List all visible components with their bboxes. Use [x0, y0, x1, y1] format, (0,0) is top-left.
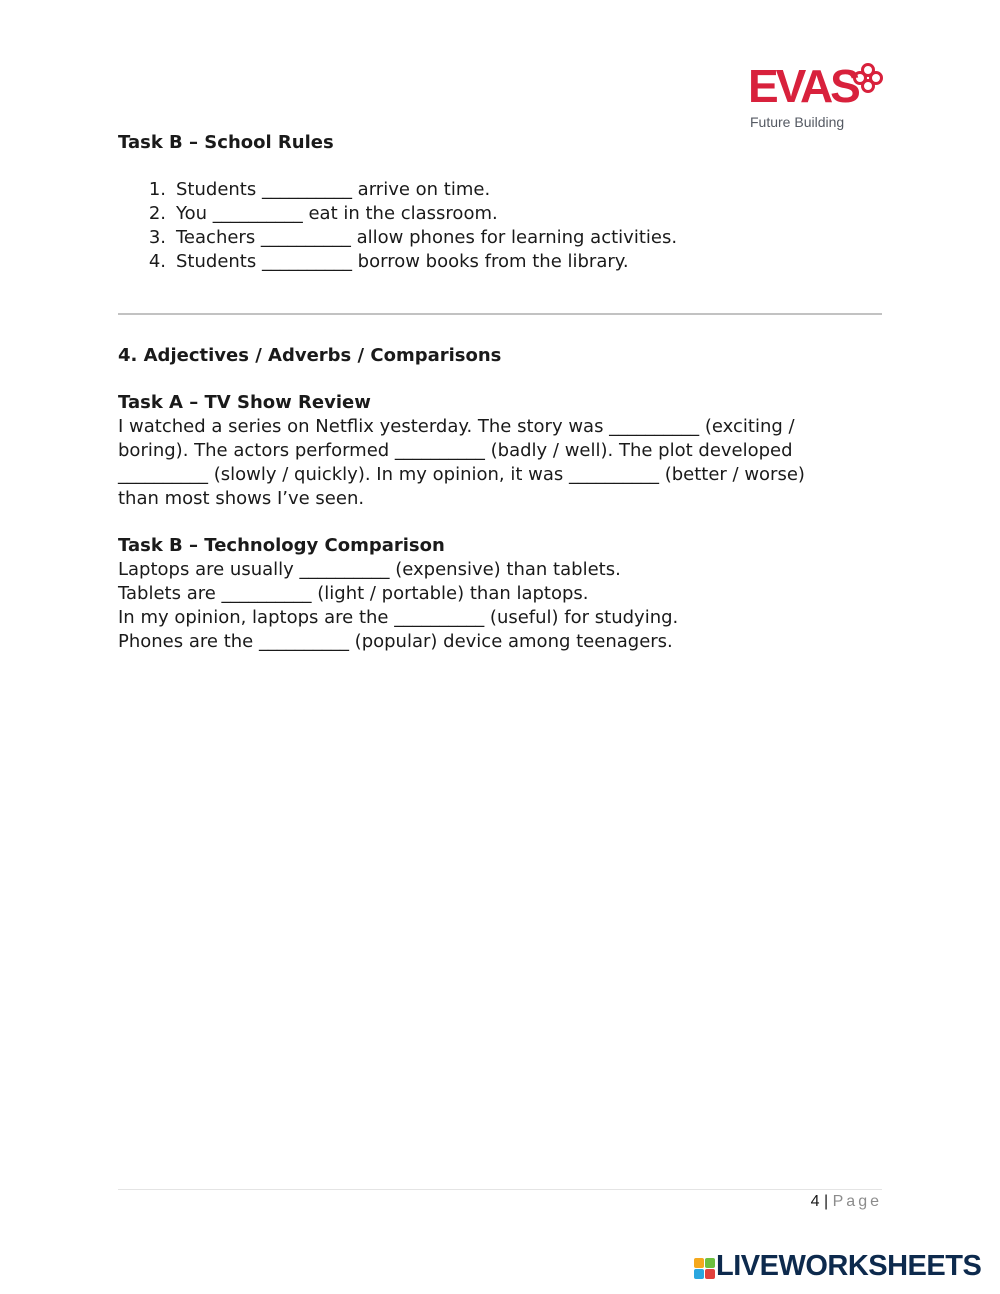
logo-tagline: Future Building [750, 114, 845, 130]
school-rules-heading: Task B – School Rules [118, 132, 334, 153]
page-label: Page [832, 1193, 882, 1210]
list-item: 1. Students __________ arrive on time. [148, 179, 491, 200]
list-item: 2. You __________ eat in the classroom. [148, 203, 498, 224]
tv-review-line: than most shows I’ve seen. [118, 488, 365, 509]
liveworksheets-wordmark: LIVEWORKSHEETS [716, 1250, 982, 1282]
tv-review-heading: Task A – TV Show Review [118, 392, 371, 413]
footer-divider [118, 1189, 882, 1190]
liveworksheets-logo-icon [694, 1258, 716, 1280]
flower-logo-icon [852, 62, 884, 94]
tv-review-line: boring). The actors performed __________ (badly / well). The plot developed [118, 440, 793, 461]
section-divider [118, 313, 882, 315]
rule-text: Students __________ borrow books from the library. [176, 251, 629, 272]
rule-text: Teachers __________ allow phones for learning activities. [176, 227, 678, 248]
school-rules-list [118, 178, 677, 274]
rule-text: Students __________ arrive on time. [176, 179, 491, 200]
tech-comparison-line: In my opinion, laptops are the __________ (useful) for studying. [118, 607, 679, 628]
tech-comparison-line: Laptops are usually __________ (expensive) than tablets. [118, 559, 621, 580]
page-separator: | [824, 1193, 829, 1210]
section-4-heading: 4. Adjectives / Adverbs / Comparisons [118, 345, 502, 366]
logo-wordmark: EVAS [748, 60, 858, 112]
page-number [811, 1193, 882, 1211]
tech-comparison-line: Tablets are __________ (light / portable) than laptops. [118, 583, 589, 604]
list-item: 3. Teachers __________ allow phones for learning activities. [148, 227, 678, 248]
tv-review-line: I watched a series on Netflix yesterday. The story was __________ (exciting / [118, 416, 795, 437]
tv-review-line: __________ (slowly / quickly). In my opinion, it was __________ (better / worse) [118, 464, 805, 485]
tech-comparison-heading: Task B – Technology Comparison [118, 535, 445, 556]
page-number-value: 4 [810, 1193, 820, 1210]
list-item: 4. Students __________ borrow books from the library. [148, 251, 629, 272]
evas-logo [748, 60, 888, 132]
tech-comparison-line: Phones are the __________ (popular) device among teenagers. [118, 631, 673, 652]
rule-text: You __________ eat in the classroom. [176, 203, 498, 224]
